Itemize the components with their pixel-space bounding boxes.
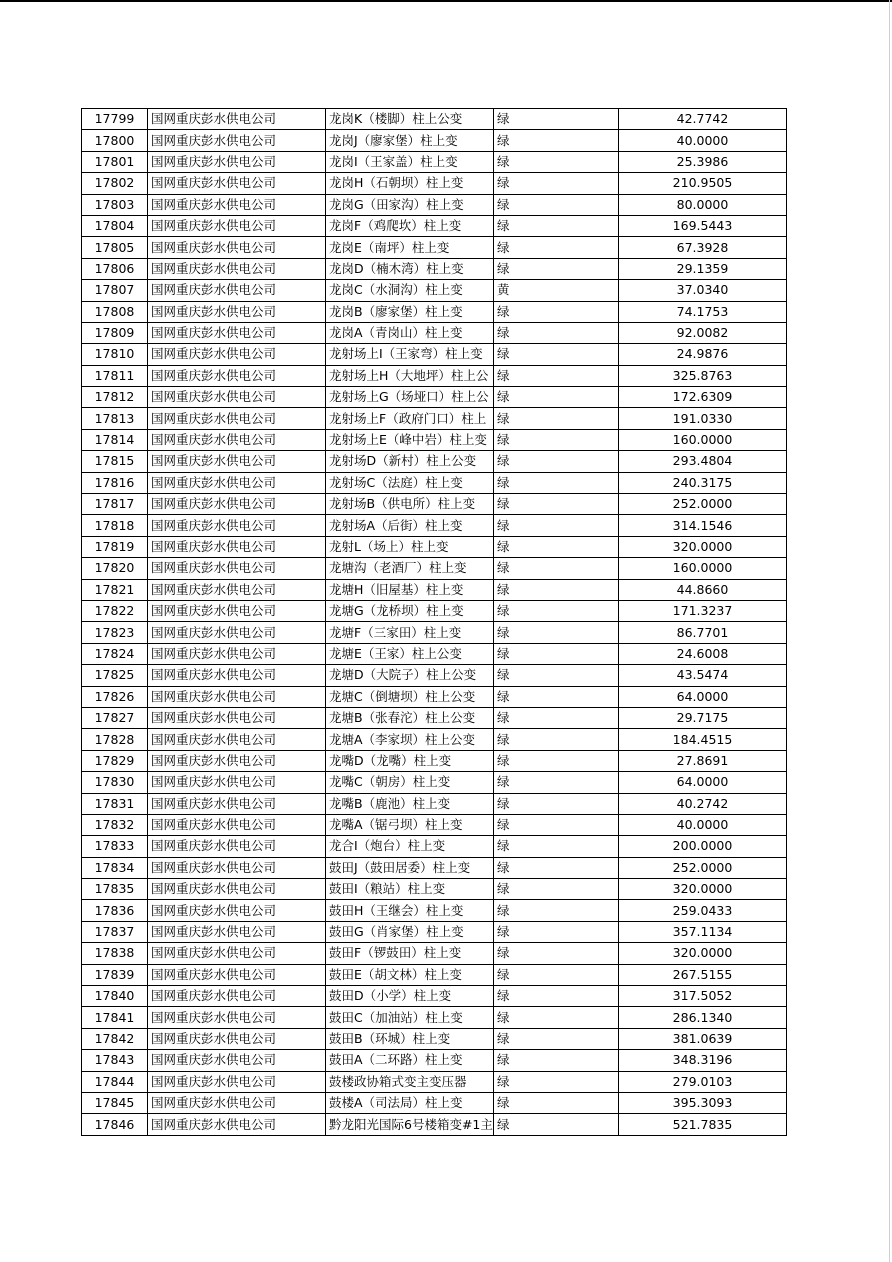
cell-company: 国网重庆彭水供电公司 — [148, 665, 326, 686]
cell-status-color: 绿 — [494, 322, 619, 343]
data-table — [81, 108, 787, 1136]
cell-transformer-name: 鼓楼A（司法局）柱上变 — [326, 1092, 494, 1113]
cell-id: 17823 — [82, 622, 148, 643]
table-row — [82, 600, 787, 621]
cell-transformer-name: 龙塘B（张春沱）柱上公变 — [326, 707, 494, 728]
table-row — [82, 494, 787, 515]
cell-status-color: 绿 — [494, 215, 619, 236]
cell-status-color: 绿 — [494, 151, 619, 172]
cell-transformer-name: 龙岗J（廖家堡）柱上变 — [326, 130, 494, 151]
cell-transformer-name: 鼓田F（锣鼓田）柱上变 — [326, 943, 494, 964]
cell-company: 国网重庆彭水供电公司 — [148, 515, 326, 536]
table-row — [82, 729, 787, 750]
cell-status-color: 绿 — [494, 943, 619, 964]
cell-transformer-name: 黔龙阳光国际6号楼箱变#1主 — [326, 1114, 494, 1135]
cell-transformer-name: 龙射场C（法庭）柱上变 — [326, 472, 494, 493]
cell-transformer-name: 龙岗D（楠木湾）柱上变 — [326, 258, 494, 279]
table-row — [82, 1007, 787, 1028]
table-row — [82, 429, 787, 450]
cell-id: 17839 — [82, 964, 148, 985]
cell-value: 160.0000 — [619, 558, 787, 579]
table-row — [82, 280, 787, 301]
cell-transformer-name: 龙岗F（鸡爬坎）柱上变 — [326, 215, 494, 236]
table-row — [82, 536, 787, 557]
cell-status-color: 绿 — [494, 986, 619, 1007]
cell-value: 37.0340 — [619, 280, 787, 301]
cell-id: 17808 — [82, 301, 148, 322]
page-top-border — [0, 0, 892, 2]
cell-status-color: 绿 — [494, 579, 619, 600]
cell-id: 17840 — [82, 986, 148, 1007]
cell-value: 317.5052 — [619, 986, 787, 1007]
cell-transformer-name: 鼓田J（鼓田居委）柱上变 — [326, 857, 494, 878]
cell-transformer-name: 龙塘C（倒塘坝）柱上公变 — [326, 686, 494, 707]
cell-id: 17812 — [82, 387, 148, 408]
table-row — [82, 215, 787, 236]
cell-value: 200.0000 — [619, 836, 787, 857]
cell-transformer-name: 龙嘴C（朝房）柱上变 — [326, 772, 494, 793]
cell-transformer-name: 龙射场上H（大地坪）柱上公 — [326, 365, 494, 386]
cell-value: 381.0639 — [619, 1028, 787, 1049]
cell-company: 国网重庆彭水供电公司 — [148, 365, 326, 386]
cell-id: 17843 — [82, 1050, 148, 1071]
table-row — [82, 151, 787, 172]
cell-status-color: 绿 — [494, 879, 619, 900]
cell-company: 国网重庆彭水供电公司 — [148, 258, 326, 279]
cell-company: 国网重庆彭水供电公司 — [148, 857, 326, 878]
cell-value: 74.1753 — [619, 301, 787, 322]
cell-value: 40.2742 — [619, 793, 787, 814]
page-right-edge — [889, 0, 890, 1262]
table-row — [82, 109, 787, 130]
cell-company: 国网重庆彭水供电公司 — [148, 215, 326, 236]
table-row — [82, 879, 787, 900]
cell-company: 国网重庆彭水供电公司 — [148, 879, 326, 900]
cell-value: 314.1546 — [619, 515, 787, 536]
cell-status-color: 绿 — [494, 750, 619, 771]
cell-status-color: 绿 — [494, 1050, 619, 1071]
cell-value: 24.9876 — [619, 344, 787, 365]
cell-company: 国网重庆彭水供电公司 — [148, 151, 326, 172]
cell-id: 17809 — [82, 322, 148, 343]
cell-company: 国网重庆彭水供电公司 — [148, 301, 326, 322]
cell-transformer-name: 鼓田G（肖家堡）柱上变 — [326, 921, 494, 942]
cell-value: 25.3986 — [619, 151, 787, 172]
cell-company: 国网重庆彭水供电公司 — [148, 814, 326, 835]
cell-company: 国网重庆彭水供电公司 — [148, 600, 326, 621]
cell-company: 国网重庆彭水供电公司 — [148, 986, 326, 1007]
cell-transformer-name: 龙岗C（水洞沟）柱上变 — [326, 280, 494, 301]
table-row — [82, 173, 787, 194]
cell-id: 17807 — [82, 280, 148, 301]
cell-company: 国网重庆彭水供电公司 — [148, 387, 326, 408]
cell-id: 17817 — [82, 494, 148, 515]
table-row — [82, 1071, 787, 1092]
cell-company: 国网重庆彭水供电公司 — [148, 793, 326, 814]
cell-id: 17824 — [82, 643, 148, 664]
cell-status-color: 绿 — [494, 515, 619, 536]
cell-transformer-name: 龙射场上E（峰中岩）柱上变 — [326, 429, 494, 450]
cell-value: 43.5474 — [619, 665, 787, 686]
cell-value: 92.0082 — [619, 322, 787, 343]
cell-company: 国网重庆彭水供电公司 — [148, 943, 326, 964]
cell-value: 521.7835 — [619, 1114, 787, 1135]
table-row — [82, 558, 787, 579]
table-row — [82, 451, 787, 472]
cell-id: 17841 — [82, 1007, 148, 1028]
cell-id: 17810 — [82, 344, 148, 365]
cell-company: 国网重庆彭水供电公司 — [148, 1092, 326, 1113]
table-row — [82, 301, 787, 322]
cell-status-color: 绿 — [494, 921, 619, 942]
table-row — [82, 793, 787, 814]
table-row — [82, 857, 787, 878]
cell-transformer-name: 龙嘴A（锯弓坝）柱上变 — [326, 814, 494, 835]
cell-transformer-name: 龙嘴B（鹿池）柱上变 — [326, 793, 494, 814]
cell-transformer-name: 鼓田E（胡文林）柱上变 — [326, 964, 494, 985]
cell-transformer-name: 龙塘H（旧屋基）柱上变 — [326, 579, 494, 600]
table-row — [82, 130, 787, 151]
cell-id: 17811 — [82, 365, 148, 386]
cell-value: 40.0000 — [619, 130, 787, 151]
cell-value: 172.6309 — [619, 387, 787, 408]
table-row — [82, 814, 787, 835]
cell-transformer-name: 龙射场B（供电所）柱上变 — [326, 494, 494, 515]
cell-id: 17821 — [82, 579, 148, 600]
cell-id: 17826 — [82, 686, 148, 707]
cell-status-color: 绿 — [494, 1114, 619, 1135]
cell-value: 320.0000 — [619, 536, 787, 557]
cell-transformer-name: 龙岗I（王家盖）柱上变 — [326, 151, 494, 172]
cell-company: 国网重庆彭水供电公司 — [148, 408, 326, 429]
cell-company: 国网重庆彭水供电公司 — [148, 109, 326, 130]
cell-value: 80.0000 — [619, 194, 787, 215]
cell-id: 17825 — [82, 665, 148, 686]
cell-company: 国网重庆彭水供电公司 — [148, 1071, 326, 1092]
cell-status-color: 绿 — [494, 1007, 619, 1028]
cell-company: 国网重庆彭水供电公司 — [148, 964, 326, 985]
cell-status-color: 绿 — [494, 130, 619, 151]
table-row — [82, 943, 787, 964]
cell-transformer-name: 鼓田C（加油站）柱上变 — [326, 1007, 494, 1028]
cell-id: 17830 — [82, 772, 148, 793]
cell-value: 252.0000 — [619, 494, 787, 515]
cell-company: 国网重庆彭水供电公司 — [148, 451, 326, 472]
cell-value: 86.7701 — [619, 622, 787, 643]
cell-company: 国网重庆彭水供电公司 — [148, 558, 326, 579]
cell-value: 64.0000 — [619, 686, 787, 707]
cell-value: 160.0000 — [619, 429, 787, 450]
cell-company: 国网重庆彭水供电公司 — [148, 729, 326, 750]
cell-status-color: 绿 — [494, 772, 619, 793]
cell-company: 国网重庆彭水供电公司 — [148, 900, 326, 921]
cell-value: 27.8691 — [619, 750, 787, 771]
cell-value: 67.3928 — [619, 237, 787, 258]
cell-transformer-name: 鼓田B（环城）柱上变 — [326, 1028, 494, 1049]
cell-company: 国网重庆彭水供电公司 — [148, 750, 326, 771]
cell-value: 357.1134 — [619, 921, 787, 942]
cell-status-color: 绿 — [494, 857, 619, 878]
cell-id: 17833 — [82, 836, 148, 857]
table-row — [82, 579, 787, 600]
cell-id: 17813 — [82, 408, 148, 429]
cell-status-color: 绿 — [494, 665, 619, 686]
cell-transformer-name: 龙射场A（后街）柱上变 — [326, 515, 494, 536]
table-row — [82, 686, 787, 707]
cell-status-color: 绿 — [494, 429, 619, 450]
cell-id: 17814 — [82, 429, 148, 450]
cell-company: 国网重庆彭水供电公司 — [148, 1114, 326, 1135]
table-row — [82, 322, 787, 343]
cell-id: 17827 — [82, 707, 148, 728]
cell-value: 29.7175 — [619, 707, 787, 728]
cell-id: 17835 — [82, 879, 148, 900]
cell-id: 17828 — [82, 729, 148, 750]
cell-id: 17845 — [82, 1092, 148, 1113]
table-row — [82, 921, 787, 942]
cell-transformer-name: 鼓田A（二环路）柱上变 — [326, 1050, 494, 1071]
cell-id: 17816 — [82, 472, 148, 493]
cell-value: 348.3196 — [619, 1050, 787, 1071]
cell-company: 国网重庆彭水供电公司 — [148, 1007, 326, 1028]
cell-company: 国网重庆彭水供电公司 — [148, 579, 326, 600]
cell-status-color: 绿 — [494, 301, 619, 322]
cell-value: 24.6008 — [619, 643, 787, 664]
cell-id: 17802 — [82, 173, 148, 194]
cell-status-color: 绿 — [494, 109, 619, 130]
cell-status-color: 绿 — [494, 494, 619, 515]
cell-status-color: 绿 — [494, 793, 619, 814]
cell-transformer-name: 龙合I（炮台）柱上变 — [326, 836, 494, 857]
table-row — [82, 472, 787, 493]
cell-transformer-name: 龙射场上I（王家弯）柱上变 — [326, 344, 494, 365]
table-row — [82, 237, 787, 258]
table-row — [82, 900, 787, 921]
table-row — [82, 964, 787, 985]
cell-transformer-name: 龙塘E（王家）柱上公变 — [326, 643, 494, 664]
cell-id: 17822 — [82, 600, 148, 621]
cell-value: 240.3175 — [619, 472, 787, 493]
table-row — [82, 387, 787, 408]
cell-value: 64.0000 — [619, 772, 787, 793]
cell-company: 国网重庆彭水供电公司 — [148, 429, 326, 450]
cell-company: 国网重庆彭水供电公司 — [148, 173, 326, 194]
cell-value: 320.0000 — [619, 879, 787, 900]
cell-value: 44.8660 — [619, 579, 787, 600]
cell-company: 国网重庆彭水供电公司 — [148, 472, 326, 493]
cell-value: 267.5155 — [619, 964, 787, 985]
table-row — [82, 1050, 787, 1071]
cell-status-color: 绿 — [494, 408, 619, 429]
table-row — [82, 1092, 787, 1113]
cell-transformer-name: 龙岗G（田家沟）柱上变 — [326, 194, 494, 215]
cell-id: 17842 — [82, 1028, 148, 1049]
cell-company: 国网重庆彭水供电公司 — [148, 772, 326, 793]
table-row — [82, 622, 787, 643]
cell-status-color: 绿 — [494, 237, 619, 258]
cell-status-color: 绿 — [494, 900, 619, 921]
cell-value: 40.0000 — [619, 814, 787, 835]
cell-value: 320.0000 — [619, 943, 787, 964]
cell-status-color: 绿 — [494, 365, 619, 386]
cell-id: 17804 — [82, 215, 148, 236]
cell-id: 17799 — [82, 109, 148, 130]
cell-status-color: 绿 — [494, 814, 619, 835]
cell-id: 17837 — [82, 921, 148, 942]
cell-transformer-name: 龙塘A（李家坝）柱上公变 — [326, 729, 494, 750]
table-row — [82, 365, 787, 386]
cell-status-color: 绿 — [494, 686, 619, 707]
cell-company: 国网重庆彭水供电公司 — [148, 237, 326, 258]
cell-transformer-name: 龙岗E（南坪）柱上变 — [326, 237, 494, 258]
cell-value: 252.0000 — [619, 857, 787, 878]
cell-company: 国网重庆彭水供电公司 — [148, 707, 326, 728]
table-row — [82, 665, 787, 686]
cell-transformer-name: 龙射场上G（场垭口）柱上公 — [326, 387, 494, 408]
cell-transformer-name: 鼓田H（王继会）柱上变 — [326, 900, 494, 921]
cell-value: 395.3093 — [619, 1092, 787, 1113]
table-row — [82, 1114, 787, 1135]
table-row — [82, 258, 787, 279]
cell-id: 17829 — [82, 750, 148, 771]
cell-transformer-name: 龙塘G（龙桥坝）柱上变 — [326, 600, 494, 621]
cell-status-color: 绿 — [494, 558, 619, 579]
cell-transformer-name: 龙塘沟（老酒厂）柱上变 — [326, 558, 494, 579]
table-row — [82, 707, 787, 728]
cell-company: 国网重庆彭水供电公司 — [148, 280, 326, 301]
cell-company: 国网重庆彭水供电公司 — [148, 1028, 326, 1049]
table-row — [82, 344, 787, 365]
cell-status-color: 绿 — [494, 387, 619, 408]
cell-status-color: 绿 — [494, 451, 619, 472]
cell-company: 国网重庆彭水供电公司 — [148, 1050, 326, 1071]
cell-id: 17820 — [82, 558, 148, 579]
cell-status-color: 绿 — [494, 836, 619, 857]
cell-status-color: 绿 — [494, 964, 619, 985]
cell-company: 国网重庆彭水供电公司 — [148, 130, 326, 151]
table-row — [82, 836, 787, 857]
cell-status-color: 绿 — [494, 536, 619, 557]
cell-transformer-name: 龙射场上F（政府门口）柱上 — [326, 408, 494, 429]
table-row — [82, 1028, 787, 1049]
cell-transformer-name: 龙岗K（楼脚）柱上公变 — [326, 109, 494, 130]
cell-value: 191.0330 — [619, 408, 787, 429]
cell-status-color: 绿 — [494, 707, 619, 728]
cell-company: 国网重庆彭水供电公司 — [148, 194, 326, 215]
cell-transformer-name: 龙塘D（大院子）柱上公变 — [326, 665, 494, 686]
cell-id: 17800 — [82, 130, 148, 151]
cell-value: 286.1340 — [619, 1007, 787, 1028]
cell-status-color: 绿 — [494, 643, 619, 664]
cell-id: 17836 — [82, 900, 148, 921]
cell-id: 17832 — [82, 814, 148, 835]
cell-id: 17831 — [82, 793, 148, 814]
cell-company: 国网重庆彭水供电公司 — [148, 622, 326, 643]
cell-value: 42.7742 — [619, 109, 787, 130]
table-row — [82, 750, 787, 771]
cell-status-color: 绿 — [494, 729, 619, 750]
cell-company: 国网重庆彭水供电公司 — [148, 344, 326, 365]
cell-status-color: 绿 — [494, 1028, 619, 1049]
cell-status-color: 绿 — [494, 1071, 619, 1092]
table-row — [82, 408, 787, 429]
cell-status-color: 绿 — [494, 1092, 619, 1113]
cell-status-color: 绿 — [494, 344, 619, 365]
cell-id: 17805 — [82, 237, 148, 258]
cell-transformer-name: 龙岗B（廖家堡）柱上变 — [326, 301, 494, 322]
cell-company: 国网重庆彭水供电公司 — [148, 494, 326, 515]
cell-status-color: 绿 — [494, 472, 619, 493]
cell-transformer-name: 鼓楼政协箱式变主变压器 — [326, 1071, 494, 1092]
cell-transformer-name: 鼓田I（粮站）柱上变 — [326, 879, 494, 900]
cell-value: 325.8763 — [619, 365, 787, 386]
cell-id: 17801 — [82, 151, 148, 172]
cell-value: 169.5443 — [619, 215, 787, 236]
cell-value: 279.0103 — [619, 1071, 787, 1092]
cell-transformer-name: 鼓田D（小学）柱上变 — [326, 986, 494, 1007]
cell-id: 17844 — [82, 1071, 148, 1092]
cell-transformer-name: 龙嘴D（龙嘴）柱上变 — [326, 750, 494, 771]
cell-company: 国网重庆彭水供电公司 — [148, 836, 326, 857]
cell-id: 17803 — [82, 194, 148, 215]
cell-company: 国网重庆彭水供电公司 — [148, 322, 326, 343]
table-row — [82, 194, 787, 215]
cell-status-color: 绿 — [494, 194, 619, 215]
cell-company: 国网重庆彭水供电公司 — [148, 643, 326, 664]
cell-value: 210.9505 — [619, 173, 787, 194]
table-body — [82, 109, 787, 1136]
cell-value: 293.4804 — [619, 451, 787, 472]
cell-status-color: 绿 — [494, 173, 619, 194]
cell-id: 17819 — [82, 536, 148, 557]
cell-value: 171.3237 — [619, 600, 787, 621]
table-row — [82, 986, 787, 1007]
cell-transformer-name: 龙岗A（青岗山）柱上变 — [326, 322, 494, 343]
cell-transformer-name: 龙射L（场上）柱上变 — [326, 536, 494, 557]
cell-id: 17834 — [82, 857, 148, 878]
table-row — [82, 643, 787, 664]
cell-value: 29.1359 — [619, 258, 787, 279]
cell-status-color: 绿 — [494, 622, 619, 643]
cell-status-color: 绿 — [494, 600, 619, 621]
cell-company: 国网重庆彭水供电公司 — [148, 536, 326, 557]
cell-transformer-name: 龙射场D（新村）柱上公变 — [326, 451, 494, 472]
cell-id: 17815 — [82, 451, 148, 472]
cell-id: 17818 — [82, 515, 148, 536]
cell-value: 259.0433 — [619, 900, 787, 921]
cell-company: 国网重庆彭水供电公司 — [148, 686, 326, 707]
table-row — [82, 772, 787, 793]
cell-id: 17846 — [82, 1114, 148, 1135]
cell-id: 17806 — [82, 258, 148, 279]
cell-transformer-name: 龙塘F（三家田）柱上变 — [326, 622, 494, 643]
cell-status-color: 绿 — [494, 258, 619, 279]
cell-value: 184.4515 — [619, 729, 787, 750]
table-row — [82, 515, 787, 536]
cell-transformer-name: 龙岗H（石朝坝）柱上变 — [326, 173, 494, 194]
cell-company: 国网重庆彭水供电公司 — [148, 921, 326, 942]
cell-id: 17838 — [82, 943, 148, 964]
cell-status-color: 黄 — [494, 280, 619, 301]
